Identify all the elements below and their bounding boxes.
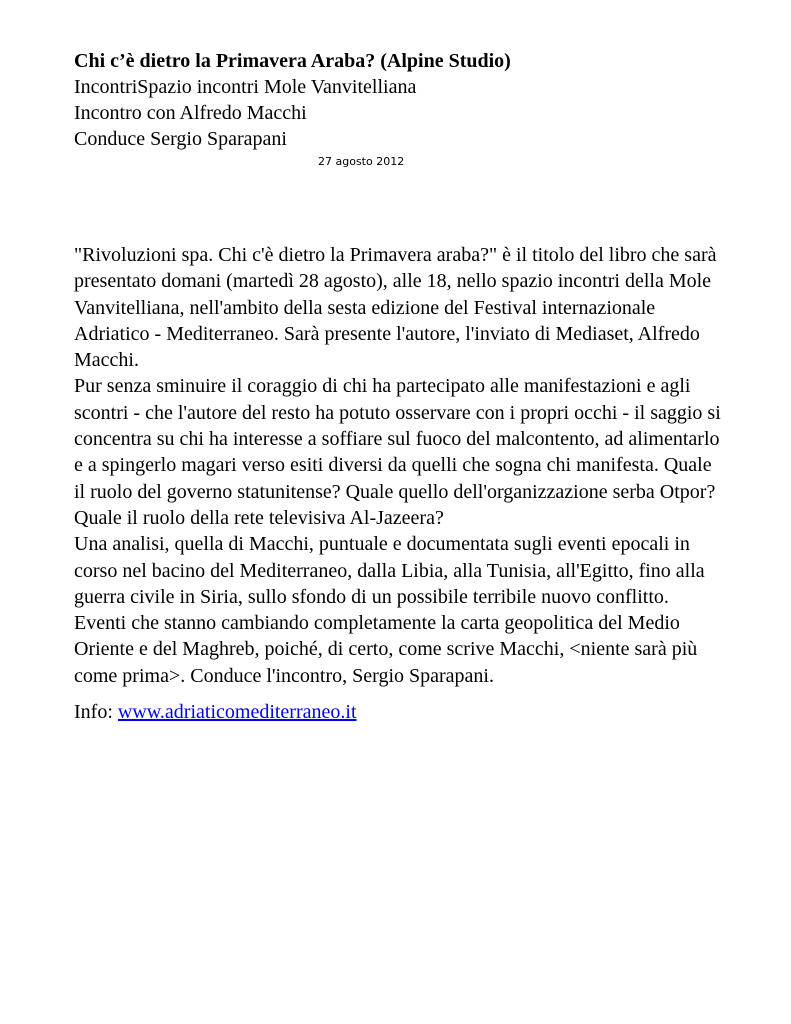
guest-line: Incontro con Alfredo Macchi <box>74 102 307 124</box>
paragraph-intro: "Rivoluzioni spa. Chi c'è dietro la Primavera araba?" è il titolo del libro che sarà presentato domani (martedì 28 agosto), alle 18, nello spazio incontri della Mole Vanvitelliana, nell'ambito della sesta edizione del Festival internazionale Adriatico - Mediterraneo. Sarà presente l'autore, l'inviato di Mediaset, Alfredo Macchi. <box>74 244 717 372</box>
venue-line: IncontriSpazio incontri Mole Vanvitelliana <box>74 76 417 98</box>
document-title: Chi c’è dietro la Primavera Araba? (Alpine Studio) <box>74 50 511 72</box>
info-label: Info: <box>74 701 118 724</box>
article-body <box>74 242 724 689</box>
paragraph-conclusion: Una analisi, quella di Macchi, puntuale e documentata sugli eventi epocali in corso nel bacino del Mediterraneo, dalla Libia, alla Tunisia, all'Egitto, fino alla guerra civile in Siria, sullo sfondo di un possibile terribile nuovo conflitto. Eventi che stanno cambiando completamente la carta geopolitica del Medio Oriente e del Maghreb, poiché, di certo, come scrive Macchi, <niente sarà più come prima>. Conduce l'incontro, Sergio Sparapani. <box>74 533 705 687</box>
website-link[interactable]: www.adriaticomediterraneo.it <box>117 701 357 724</box>
paragraph-analysis: Pur senza sminuire il coraggio di chi ha partecipato alle manifestazioni e agli scontri - che l'autore del resto ha potuto osservare con i propri occhi - il saggio si concentra su chi ha interesse a soffiare sul fuoco del malcontento, ad alimentarlo e a spingerlo magari verso esiti diversi da quelli che sogna chi manifesta. Quale il ruolo del governo statunitense? Quale quello dell'organizzazione serba Otpor? Quale il ruolo della rete televisiva Al-Jazeera? <box>74 375 721 529</box>
host-line: Conduce Sergio Sparapani <box>74 128 287 150</box>
document-page <box>74 48 724 725</box>
info-line <box>74 699 724 725</box>
document-date: 27 agosto 2012 <box>318 155 405 168</box>
